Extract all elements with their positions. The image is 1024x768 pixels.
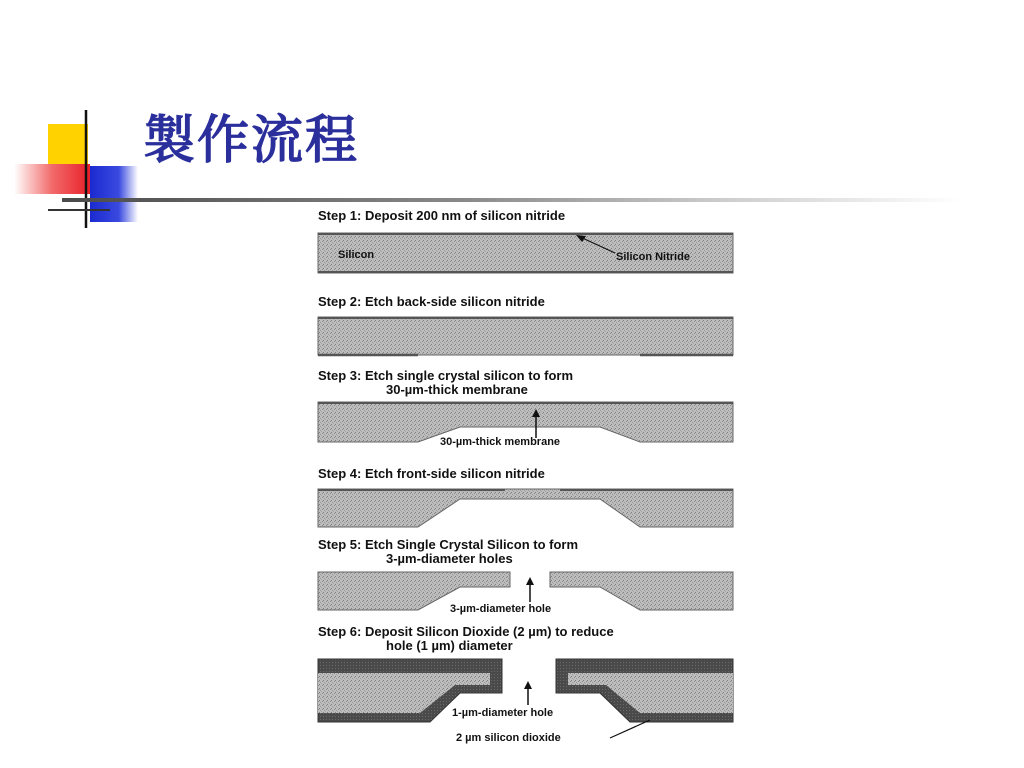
step2-title: Step 2: Etch back-side silicon nitride [318,294,545,309]
oxide-arrow [610,720,650,738]
step4-title: Step 4: Etch front-side silicon nitride [318,466,545,481]
step3-title-line2: 30-µm-thick membrane [386,382,528,397]
step6-title-line1: Step 6: Deposit Silicon Dioxide (2 µm) to reduce [318,624,614,639]
page-title: 製作流程 [143,110,360,171]
step4-wafer [318,489,733,527]
red-square [14,164,90,194]
yellow-square [48,124,88,164]
membrane-label: 30-µm-thick membrane [440,436,561,448]
step5-title-line1: Step 5: Etch Single Crystal Silicon to form [318,537,579,552]
blue-square [90,166,138,222]
hole-label: 3-µm-diameter hole [450,603,552,615]
step5-title-line2: 3-µm-diameter holes [386,551,513,566]
step2-wafer [318,317,733,355]
silicon-label: Silicon [338,249,375,261]
process-diagram [310,205,750,750]
process-figure [310,205,750,750]
small-hole-label: 1-µm-diameter hole [452,707,554,719]
oxide-label: 2 µm silicon dioxide [456,732,561,744]
step3-title-line1: Step 3: Etch single crystal silicon to form [318,368,574,383]
step1-title: Step 1: Deposit 200 nm of silicon nitride [318,208,566,223]
step5-wafer-right [550,572,733,610]
step6-title-line2: hole (1 µm) diameter [386,638,513,653]
silicon-nitride-label: Silicon Nitride [616,251,690,263]
title-divider [62,198,962,202]
